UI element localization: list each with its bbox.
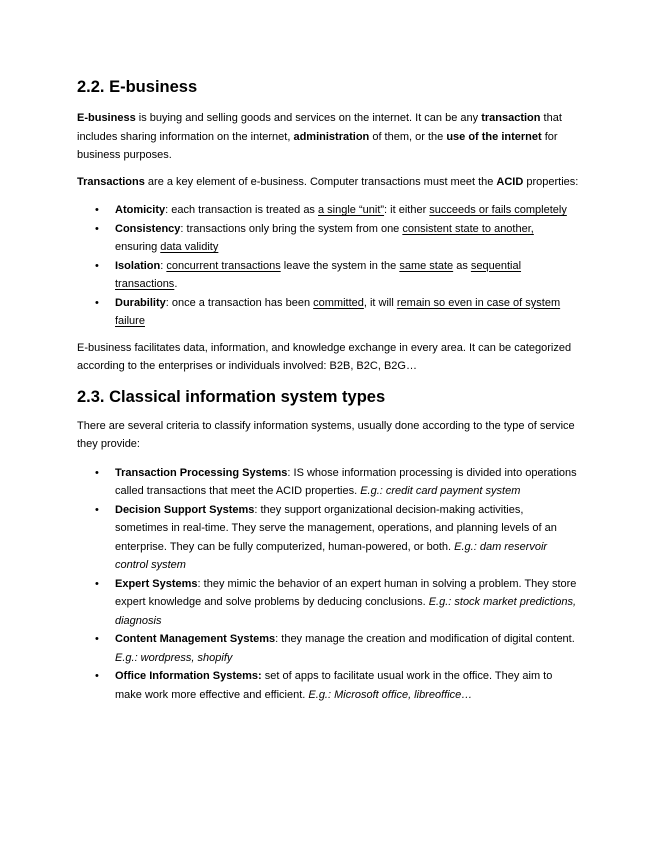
list-item-tps [77,464,579,501]
term-ois: Office Information Systems: [115,670,262,682]
underlined-phrase: committed [313,296,364,309]
list-item-expert-systems [77,575,579,631]
term-expert-systems: Expert Systems [115,577,198,590]
bullet-icon: • [95,296,99,309]
term-use-of-internet: use of the internet [446,130,542,143]
bullet-icon: • [95,466,99,479]
text-fragment: : once a transaction has been [165,296,314,309]
text-fragment: . [174,278,178,290]
bullet-icon: • [95,577,99,590]
bullet-icon: • [95,503,99,516]
term-acid: ACID [496,175,524,188]
text-fragment: ensuring [115,241,161,253]
term-durability: Durability [115,296,166,309]
item-example: E.g.: dam reservoir control system [115,540,548,571]
text-fragment: for business purposes. [77,130,558,161]
item-description: : IS whose information processing is divided into operations called transactions that meet the ACID properties. [115,466,577,497]
item-example: E.g.: credit card payment system [360,485,521,497]
bullet-icon: • [95,204,99,216]
item-description: : they mimic the behavior of an expert human in solving a problem. They store expert knowledge and solve problems by deducing conclusions. [115,577,577,608]
term-consistency: Consistency [115,222,181,235]
bullet-icon: • [95,633,99,645]
item-example: E.g.: Microsoft office, libreoffice… [308,688,473,701]
list-item-isolation [77,257,579,294]
underlined-phrase: remain so even in case of system failure [115,296,561,327]
list-item-atomicity [77,201,579,220]
term-administration: administration [293,130,370,143]
list-item-ois [77,667,579,704]
text-fragment: : it either [384,204,430,216]
is-types-intro-paragraph: There are several criteria to classify information systems, usually done according to the type of service they provide: [77,419,575,450]
list-item-consistency [77,220,579,257]
text-fragment: : each transaction is treated as [165,204,318,216]
underlined-phrase: succeeds or fails completely [429,204,567,216]
list-item-durability [77,294,579,331]
underlined-phrase: data validity [160,241,219,253]
term-cms: Content Management Systems [115,633,276,645]
term-isolation: Isolation [115,259,161,272]
section-heading-is-types: 2.3. Classical information system types [77,387,386,406]
text-fragment: is buying and selling goods and services on the internet. It can be any [135,112,482,124]
term-tps: Transaction Processing Systems [115,466,288,479]
underlined-phrase: sequential transactions [115,259,522,290]
item-example: E.g.: stock market predictions, diagnosis [115,596,577,627]
text-fragment: leave the system in the [280,259,400,272]
text-fragment: that includes sharing information on the internet, [77,112,562,143]
acid-properties-list [77,201,579,331]
bullet-icon: • [95,670,99,682]
underlined-phrase: concurrent transactions [166,259,281,272]
section-heading-ebusiness: 2.2. E-business [77,78,198,96]
ebusiness-intro-paragraph [77,109,579,165]
term-transactions: Transactions [77,175,145,188]
bullet-icon: • [95,259,99,272]
list-item-cms [77,630,579,667]
item-description: : they manage the creation and modification of digital content. [275,633,575,645]
text-fragment: : [160,259,167,272]
item-description: : they support organizational decision-making activities, sometimes in real-time. They serve the management, operations, and planning levels of an enterprise. They can be fully computerized, human-powered, or both. [115,503,557,553]
ebusiness-closing-paragraph: E-business facilitates data, information, and knowledge exchange in every area. It can be categorized according to the enterprises or individuals involved: B2B, B2C, B2G… [77,341,572,372]
underlined-phrase: same state [399,259,454,272]
transactions-paragraph [77,173,579,192]
text-fragment: properties: [523,175,579,188]
text-fragment: , it will [363,296,397,309]
term-atomicity: Atomicity [115,204,166,216]
item-description: set of apps to facilitate usual work in the office. They aim to make work more effective and efficient. [115,670,553,701]
text-fragment: of them, or the [369,130,447,143]
underlined-phrase: consistent state to another, [402,222,534,235]
item-example: E.g.: wordpress, shopify [115,651,233,664]
bullet-icon: • [95,222,99,235]
underlined-phrase: a single “unit” [318,204,385,216]
text-fragment: : transactions only bring the system from one [180,222,403,235]
term-transaction: transaction [481,112,541,124]
is-types-list [77,464,579,705]
term-ebusiness: E-business [77,112,136,124]
list-item-dss [77,501,579,575]
text-fragment: as [453,259,471,272]
text-fragment: are a key element of e-business. Computer transactions must meet the [144,175,497,188]
term-dss: Decision Support Systems [115,503,255,516]
